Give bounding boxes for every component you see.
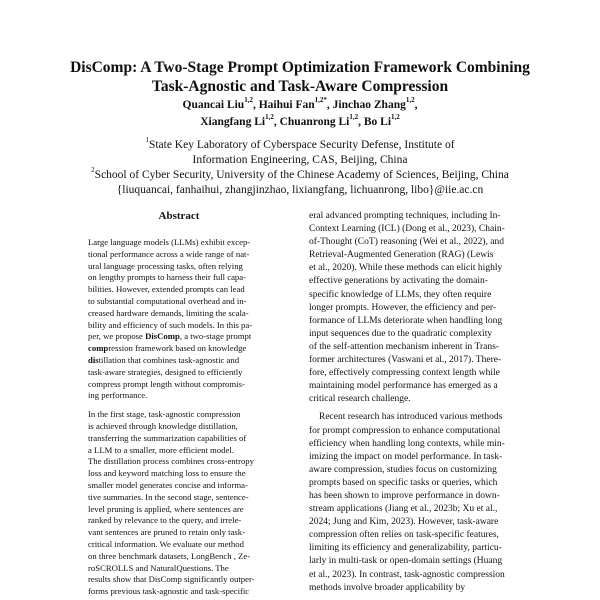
title-line: DisComp: A Two-Stage Prompt Optimization Framework Combining bbox=[70, 59, 530, 76]
body-paragraph bbox=[309, 210, 534, 406]
text-line: of-Thought (CoT) reasoning (Wei et al., 2022), and bbox=[309, 237, 504, 248]
text-line: distillation that combines task-agnostic and bbox=[88, 354, 240, 365]
text-line: loss and keyword matching loss to ensure the bbox=[88, 468, 246, 479]
author-affil-mark: 1,2 bbox=[265, 113, 274, 122]
text-line: limiting its efficiency and generalizability, particu- bbox=[309, 543, 502, 554]
text-line: et al., 2020). While these methods can elicit highly bbox=[309, 263, 503, 274]
affil-mark: 2 bbox=[91, 166, 95, 175]
text-line: on lengthy prompts to harness their full capa- bbox=[88, 272, 247, 283]
author-name: Jinchao Zhang bbox=[332, 99, 406, 111]
author-name: Haihui Fan bbox=[258, 99, 315, 111]
introduction-body bbox=[309, 210, 534, 595]
author-line: Xiangfang Li$^{1,2}$, Chuanrong Li$^{1,2}$, Bo Li$^{1,2}$ bbox=[200, 113, 400, 128]
text-line: to substantial computational overhead and in- bbox=[88, 295, 247, 306]
affiliation-line: $^1$State Key Laboratory of Cyberspace Security Defense, Institute of bbox=[145, 136, 455, 151]
text-line: vant sentences are pruned to retain only task- bbox=[88, 527, 246, 538]
text-line: has been shown to improve performance in down- bbox=[309, 490, 500, 501]
text-line: transferring the summarization capabilities of bbox=[88, 432, 247, 443]
paper-title bbox=[40, 58, 560, 96]
text-line: stream applications (Jiang et al., 2023b; Xu et al., bbox=[309, 504, 498, 515]
text-line: bilities. However, extended prompts can lead bbox=[88, 284, 245, 295]
author-line: Quancai Liu$^{1,2}$, Haihui Fan$^{1,2*}$, Jinchao Zhang$^{1,2}$, bbox=[182, 96, 418, 111]
text-line: formance of LLMs deteriorate when handling long bbox=[309, 315, 503, 326]
text-line: compression framework based on knowledge bbox=[88, 343, 247, 354]
text-line: methods involve broader applicability by bbox=[309, 582, 466, 593]
author-affil-mark: 1,2* bbox=[314, 96, 327, 105]
text-line: specific knowledge of LLMs, they often require bbox=[309, 289, 492, 300]
text-line: is achieved through knowledge distillation, bbox=[88, 420, 238, 431]
text-line: bility and efficiency of such models. In this pa- bbox=[88, 319, 253, 330]
text-line: compress prompt length without compromis- bbox=[88, 378, 245, 389]
body-paragraph bbox=[309, 411, 534, 594]
text-line: ural language processing tasks, often relying bbox=[88, 260, 243, 271]
author-emails: {liuquancai, fanhaihui, zhangjinzhao, lixiangfang, lichuanrong, libo}@iie.ac.cn bbox=[116, 184, 484, 196]
text-line: for prompt compression to enhance computational bbox=[309, 425, 501, 436]
text-line: creased hardware demands, limiting the scala- bbox=[88, 307, 249, 318]
text-line: prompts based on specific tasks or queries, which bbox=[309, 477, 498, 488]
title-line: Task-Agnostic and Task-Aware Compression bbox=[151, 78, 449, 95]
text-line: longer prompts. However, the efficiency and per- bbox=[309, 302, 497, 313]
text-line: maintaining model performance has emerged as a bbox=[309, 381, 498, 392]
author-name: Chuanrong Li bbox=[279, 116, 350, 128]
text-line: efficiency when handling long contexts, while min- bbox=[309, 438, 505, 449]
text-line: smaller model generates concise and informa- bbox=[88, 479, 248, 490]
text-line: task-aware strategies, designed to efficiently bbox=[88, 366, 243, 377]
text-line: 2024; Jung and Kim, 2023). However, task-aware bbox=[309, 517, 499, 528]
affil-mark: 1 bbox=[145, 136, 149, 145]
text-line: of the self-attention mechanism inherent in Trans- bbox=[309, 341, 499, 352]
text-line: imizing the impact on model performance. In task- bbox=[309, 451, 503, 462]
abstract-heading: Abstract bbox=[158, 210, 200, 222]
text-line: a LLM to a smaller, more efficient model. bbox=[88, 444, 234, 455]
text-line: Context Learning (ICL) (Dong et al., 2023), Chain- bbox=[309, 224, 505, 235]
text-line: critical information. We evaluate our method bbox=[88, 538, 244, 549]
author-affil-mark: 1,2 bbox=[405, 96, 415, 105]
affiliations bbox=[40, 138, 560, 198]
text-line: ing performance. bbox=[88, 390, 148, 401]
text-line: input sequences due to the quadratic complexity bbox=[309, 328, 493, 339]
text-line: tional performance across a wide range of nat- bbox=[88, 248, 250, 259]
text-line: effective generations by activating the domain- bbox=[309, 276, 488, 287]
text-line: The distillation process combines cross-entropy bbox=[88, 456, 254, 467]
text-line: former architectures (Vaswani et al., 2017). There- bbox=[309, 355, 502, 366]
author-affil-mark: 1,2 bbox=[349, 113, 359, 122]
text-line: et al., 2023). In contrast, task-agnostic compression bbox=[309, 569, 505, 580]
text-line: eral advanced prompting techniques, including In- bbox=[309, 211, 501, 221]
text-line: Retrieval-Augmented Generation (RAG) (Lewis bbox=[309, 250, 494, 261]
author-name: Quancai Liu bbox=[182, 99, 245, 111]
text-line: level pruning is applied, where sentences are bbox=[88, 503, 244, 514]
text-line: per, we propose DisComp, a two-stage prompt bbox=[88, 331, 252, 342]
abstract-paragraph bbox=[88, 237, 276, 402]
author-affil-mark: 1,2 bbox=[391, 113, 400, 122]
affiliation-line: $^2$School of Cyber Security, University of the Chinese Academy of Sciences, Beijing, China bbox=[91, 166, 509, 181]
text-line: larly in multi-task or open-domain settings (Huang bbox=[309, 556, 503, 567]
text-line: fore, effectively compressing context length while bbox=[309, 368, 500, 379]
text-line: forms previous task-agnostic and task-specific bbox=[88, 586, 250, 597]
text-line: results show that DisComp significantly outper- bbox=[88, 574, 255, 585]
text-line: ranked by relevance to the query, and irrele- bbox=[88, 515, 242, 526]
abstract-paragraph bbox=[88, 409, 276, 598]
abstract-body bbox=[88, 237, 276, 598]
author-name: Xiangfang Li bbox=[200, 116, 266, 128]
text-line: critical research challenge. bbox=[309, 394, 411, 405]
author-affil-mark: 1,2 bbox=[244, 96, 253, 105]
text-line: In the first stage, task-agnostic compression bbox=[88, 409, 241, 420]
text-line: aware compression, studies focus on customizing bbox=[309, 464, 497, 475]
text-line: Recent research has introduced various methods bbox=[319, 412, 503, 423]
affiliation-line: Information Engineering, CAS, Beijing, China bbox=[192, 154, 408, 166]
text-line: Large language models (LLMs) exhibit excep- bbox=[88, 237, 251, 247]
text-line: tive summaries. In the second stage, sentence- bbox=[88, 491, 249, 502]
author-list bbox=[40, 97, 560, 131]
text-line: on three benchmark datasets, LongBench , Ze- bbox=[88, 550, 251, 561]
author-name: Bo Li bbox=[363, 116, 392, 128]
text-line: roSCROLLS and NaturalQuestions. The bbox=[88, 562, 229, 573]
text-line: compression often relies on task-specific features, bbox=[309, 530, 499, 541]
